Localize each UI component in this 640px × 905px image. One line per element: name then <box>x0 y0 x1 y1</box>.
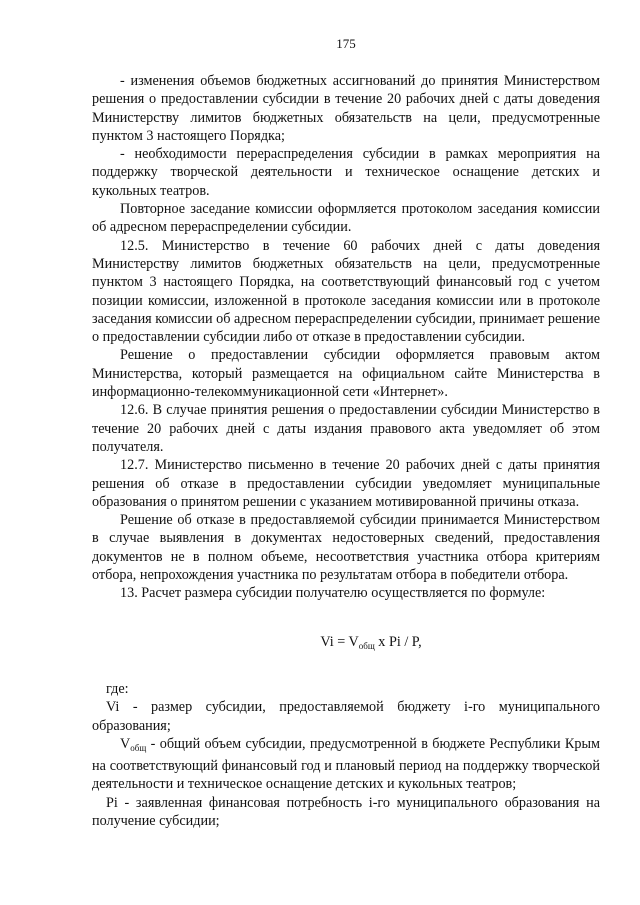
paragraph-refusal-decision: Решение об отказе в предоставляемой субсидии принимается Министерством в случае выявления в документах недостоверных сведений, предоставления документов не в полном объеме, несоответствия участника отбора критериям отбора, непрохождения участника по результатам отбора в победители отбора. <box>92 512 600 584</box>
vobsh-symbol: V <box>120 735 131 752</box>
formula-left: Vi = V <box>320 633 359 650</box>
paragraph-13-calculation: 13. Расчет размера субсидии получателю осуществляется по формуле: <box>120 585 546 602</box>
definition-pi: Pi - заявленная финансовая потребность i-го муниципального образования на получение субсидии; <box>92 794 600 829</box>
vobsh-text: - общий объем субсидии, предусмотренной в бюджете Республики Крым на соответствующий финансовый год и плановый период на поддержку творческой деятельности и техническое оснащение детских и кукольных театров; <box>92 735 600 793</box>
vobsh-subscript: общ <box>130 742 147 753</box>
paragraph-12-7: 12.7. Министерство письменно в течение 20 рабочих дней с даты принятия решения об отказе в предоставлении субсидии уведомляет муниципальные образования о принятом решении с указанием мотивированной причины отказа. <box>92 457 600 510</box>
paragraph-12-5: 12.5. Министерство в течение 60 рабочих дней с даты доведения Министерству лимитов бюджетных обязательств на цели, предусмотренные пунктом 3 настоящего Порядка, на соответствующий финансовый год с учетом позиции комиссии, изложенной в протоколе заседания комиссии или в протоколе заседания комиссии об адресном перераспределении субсидии, принимает решение о предоставлении субсидии либо от отказе в предоставлении субсидии. <box>92 237 600 346</box>
definition-vobsh <box>92 735 600 794</box>
formula-right: x Pi / P, <box>374 633 422 650</box>
paragraph-repeat-meeting: Повторное заседание комиссии оформляется протоколом заседания комиссии об адресном перераспределении субсидии. <box>92 201 600 236</box>
document-body <box>92 72 600 830</box>
paragraph-12-6: 12.6. В случае принятия решения о предоставлении субсидии Министерство в течение 20 рабочих дней с даты издания правового акта уведомляет об этом получателя. <box>92 402 600 455</box>
formula-subscript: общ <box>358 640 375 651</box>
subsidy-formula <box>142 633 600 655</box>
definition-vi: Vi - размер субсидии, предоставляемой бюджету i-го муниципального образования; <box>92 699 600 734</box>
where-label: где: <box>106 680 129 697</box>
paragraph-decision-act: Решение о предоставлении субсидии оформляется правовым актом Министерства, который размещается на официальном сайте Министерства в информационно-телекоммуникационной сети «Интернет». <box>92 347 600 401</box>
paragraph-redistribution-need: - необходимости перераспределения субсидии в рамках мероприятия на поддержку творческой деятельности и техническое оснащение детских и кукольных театров. <box>92 146 600 199</box>
paragraph-budget-change: - изменения объемов бюджетных ассигнований до принятия Министерством решения о предоставлении субсидии в течение 20 рабочих дней с даты доведения Министерству лимитов бюджетных обязательств на цели, предусмотренные пунктом 3 настоящего Порядка; <box>92 73 600 144</box>
page-number: 175 <box>336 36 356 51</box>
